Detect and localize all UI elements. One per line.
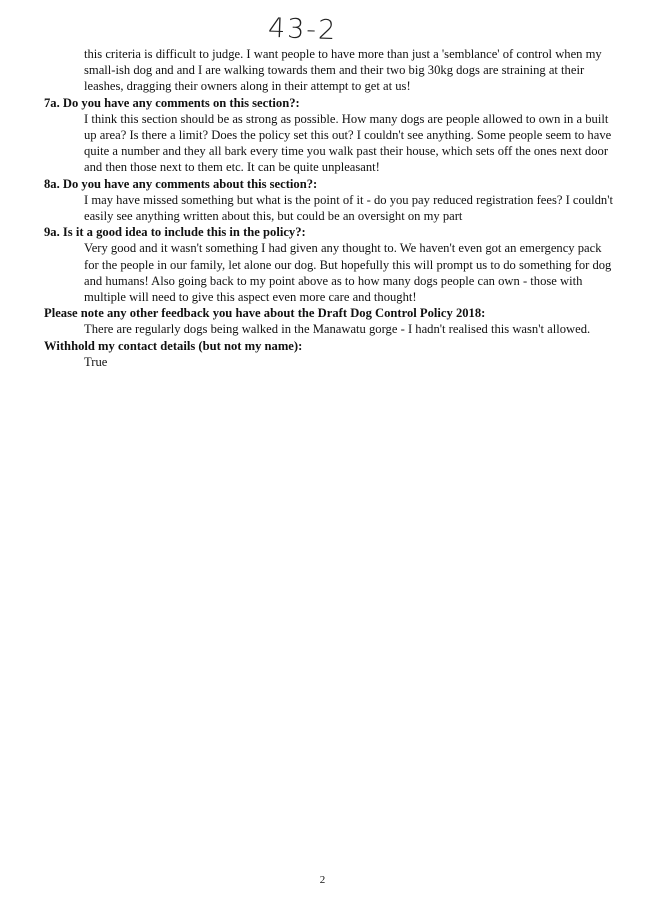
question-7a: 7a. Do you have any comments on this section?:: [44, 95, 300, 110]
question-8a: 8a. Do you have any comments about this section?:: [44, 176, 318, 191]
question-9a: 9a. Is it a good idea to include this in the policy?:: [44, 225, 306, 240]
page-number: 2: [319, 874, 326, 886]
handwritten-page-mark: 43-2: [267, 12, 338, 47]
answer-8a: I may have missed something but what is the point of it - do you pay reduced registration fees? I couldn't easily see anything written about this, but could be an oversight on my part: [84, 192, 613, 224]
intro-paragraph: this criteria is difficult to judge. I want people to have more than just a 'semblance' of control when my small-ish dog and and I are walking towards them and their two big 30kg dogs are straining at their leashes, dragging their owners along in their attempt to get at us!: [84, 47, 602, 94]
answer-9a: Very good and it wasn't something I had given any thought to. We haven't even got an emergency pack for the people in our family, let alone our dog. But hopefully this will prompt us to do something for dog and humans! Also going back to my point above as to how many dogs people can own - those with multiple will need to give this aspect even more care and thought!: [84, 241, 612, 305]
document-body: [44, 46, 616, 370]
answer-7a: I think this section should be as strong as possible. How many dogs are people allowed to own in a built up area? Is there a limit? Does the policy set this out? I couldn't see anything. Some people seem to have quite a number and they all bark every time you walk past their house, which sets off the ones next door and then those next to them etc. It can be quite unpleasant!: [84, 111, 612, 175]
question-other-feedback: Please note any other feedback you have about the Draft Dog Control Policy 2018:: [44, 306, 486, 321]
question-withhold-contact: Withhold my contact details (but not my name):: [44, 338, 303, 353]
answer-other-feedback: There are regularly dogs being walked in the Manawatu gorge - I hadn't realised this wasn't allowed.: [84, 322, 591, 337]
answer-withhold-contact: True: [84, 354, 108, 369]
